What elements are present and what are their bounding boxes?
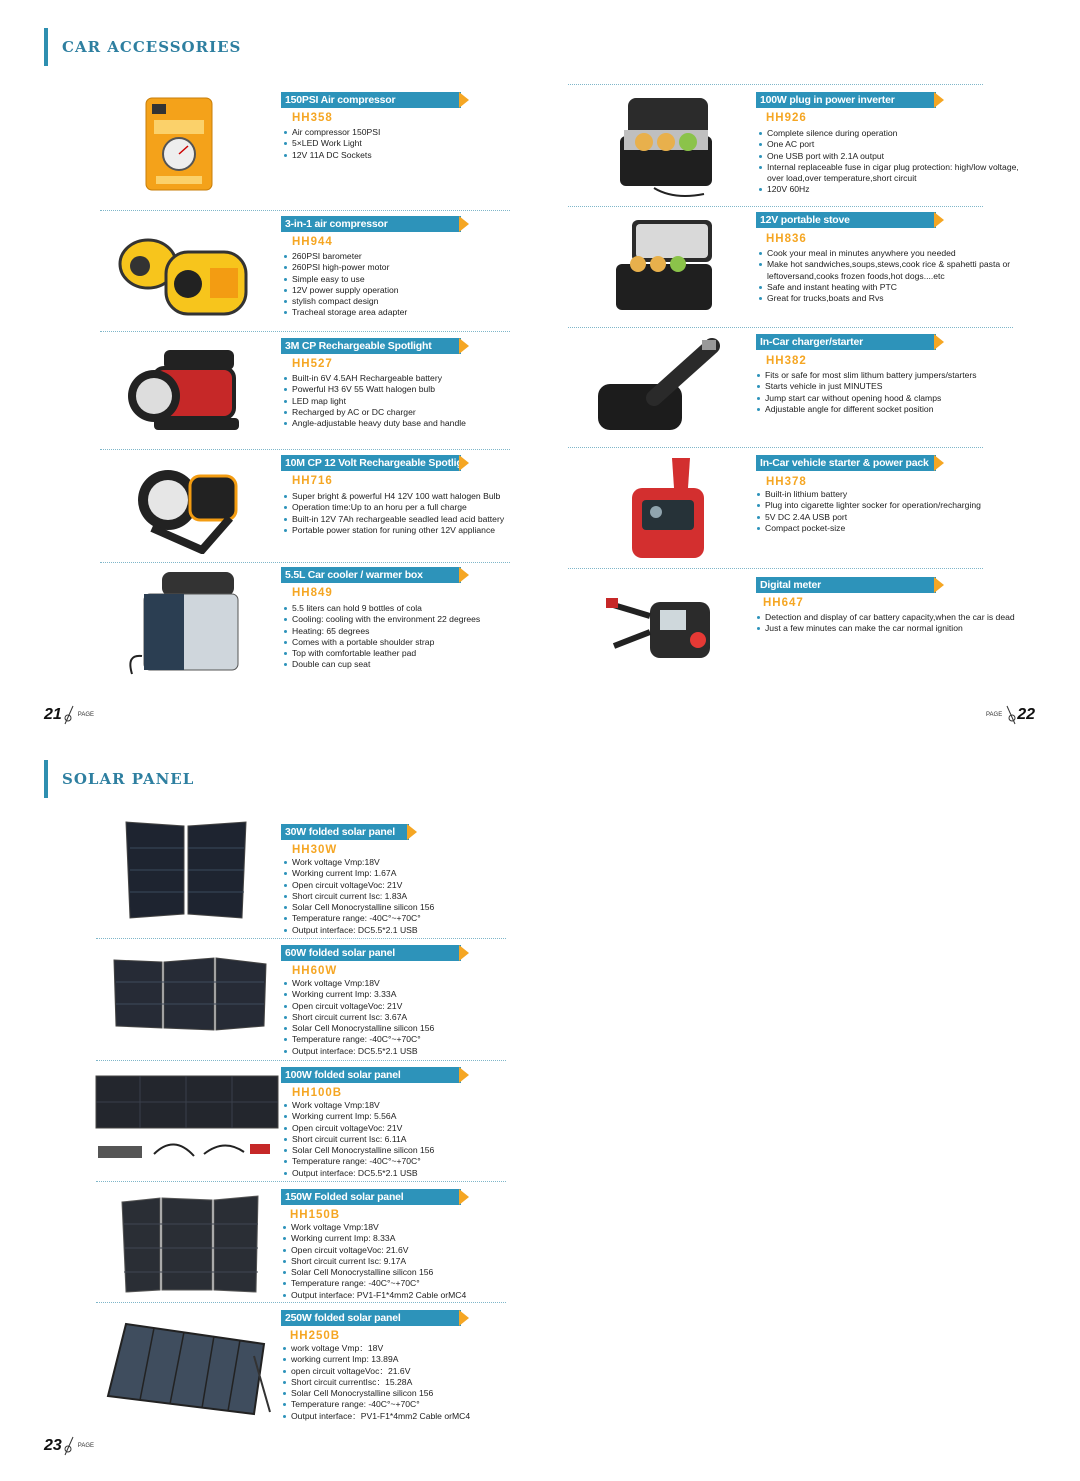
feature: Solar Cell Monocrystalline silicon 156 — [283, 902, 434, 913]
divider — [100, 449, 510, 450]
feature: Adjustable angle for different socket position — [756, 404, 977, 415]
feature: Top with comfortable leather pad — [283, 648, 480, 659]
feature-list — [283, 491, 504, 536]
divider — [96, 938, 506, 939]
feature: Solar Cell Monocrystalline silicon 156 — [282, 1388, 470, 1399]
feature: 260PSI high-power motor — [283, 262, 407, 273]
feature: Temperature range: -40C°~+70C° — [282, 1399, 470, 1410]
product-code: HH30W — [292, 844, 338, 856]
product-code: HH378 — [766, 476, 807, 488]
feature: Temperature range: -40C°~+70C° — [283, 913, 434, 924]
feature: Tracheal storage area adapter — [283, 307, 407, 318]
feature: Starts vehicle in just MINUTES — [756, 381, 977, 392]
product-name: 100W plug in power inverter — [756, 92, 936, 108]
product-code: HH836 — [766, 233, 807, 245]
page-number-22 — [983, 704, 1035, 726]
feature: 120V 60Hz — [758, 184, 1028, 195]
feature: Internal replaceable fuse in cigar plug protection: high/low voltage, over load,over temperature,short circuit — [758, 162, 1028, 185]
arrow-icon — [934, 212, 944, 228]
page-mark-icon — [63, 1435, 75, 1457]
feature: Open circuit voltageVoc: 21V — [283, 1001, 434, 1012]
product-name: 10M CP 12 Volt Rechargeable Spotlight — [281, 455, 461, 471]
arrow-icon — [407, 824, 417, 840]
product-name: 150W Folded solar panel — [281, 1189, 461, 1205]
feature: Short circuit current Isc: 9.17A — [282, 1256, 466, 1267]
feature: Work voltage Vmp:18V — [283, 978, 434, 989]
divider — [568, 447, 983, 448]
arrow-icon — [459, 567, 469, 583]
feature-list — [758, 248, 1018, 304]
spotlight-icon — [124, 344, 244, 436]
feature: LED map light — [283, 396, 466, 407]
feature-list — [283, 1100, 434, 1179]
feature: Great for trucks,boats and Rvs — [758, 293, 1018, 304]
feature: Working current Imp: 8.33A — [282, 1233, 466, 1244]
product-name: 3M CP Rechargeable Spotlight — [281, 338, 461, 354]
feature: Built-in lithium battery — [756, 489, 981, 500]
digital-meter-icon — [600, 576, 730, 680]
arrow-icon — [934, 577, 944, 593]
arrow-icon — [459, 1310, 469, 1326]
cooler-box-icon — [122, 564, 242, 684]
feature: One USB port with 2.1A output — [758, 151, 1028, 162]
portable-stove-icon — [610, 214, 720, 318]
feature: Super bright & powerful H4 12V 100 watt halogen Bulb — [283, 491, 504, 502]
feature: Portable power station for runing other 12V appliance — [283, 525, 504, 536]
feature: 5×LED Work Light — [283, 138, 380, 149]
product-code: HH647 — [763, 597, 804, 609]
feature: 12V 11A DC Sockets — [283, 150, 380, 161]
feature-list — [756, 612, 1015, 635]
divider — [96, 1060, 506, 1061]
feature-list — [756, 489, 981, 534]
feature-list — [758, 128, 1028, 196]
feature: Heating: 65 degrees — [283, 626, 480, 637]
feature: Short circuit currentIsc：15.28A — [282, 1377, 470, 1388]
feature: Short circuit current Isc: 6.11A — [283, 1134, 434, 1145]
feature: Plug into cigarette lighter socker for operation/recharging — [756, 500, 981, 511]
product-name: 5.5L Car cooler / warmer box — [281, 567, 461, 583]
divider — [96, 1181, 506, 1182]
page-number: 22 — [1017, 706, 1036, 723]
feature: Work voltage Vmp:18V — [282, 1222, 466, 1233]
feature: Cooling: cooling with the environment 22 degrees — [283, 614, 480, 625]
divider — [96, 1302, 506, 1303]
feature: Output interface: DC5.5*2.1 USB — [283, 1046, 434, 1057]
product-code: HH358 — [292, 112, 333, 124]
feature: Recharged by AC or DC charger — [283, 407, 466, 418]
feature: Fits or safe for most slim lithum battery jumpers/starters — [756, 370, 977, 381]
arrow-icon — [459, 1189, 469, 1205]
feature-list — [282, 1343, 470, 1422]
arrow-icon — [934, 455, 944, 471]
product-code: HH944 — [292, 236, 333, 248]
feature: stylish compact design — [283, 296, 407, 307]
section-title: SOLAR PANEL — [62, 770, 195, 788]
feature: Complete silence during operation — [758, 128, 1028, 139]
product-code: HH382 — [766, 355, 807, 367]
feature: Output interface: PV1-F1*4mm2 Cable orMC4 — [282, 1290, 466, 1301]
divider — [100, 562, 510, 563]
page-number-23 — [44, 1435, 97, 1457]
divider — [568, 568, 983, 569]
feature: Working current Imp: 1.67A — [283, 868, 434, 879]
feature: Working current Imp: 5.56A — [283, 1111, 434, 1122]
feature: work voltage Vmp：18V — [282, 1343, 470, 1354]
product-name: In-Car vehicle starter & power pack — [756, 455, 936, 471]
feature-list — [282, 1222, 466, 1301]
solar-panel-angled-icon — [104, 1316, 274, 1416]
divider — [568, 84, 983, 85]
arrow-icon — [459, 455, 469, 471]
feature-list — [283, 978, 434, 1057]
feature: 5V DC 2.4A USB port — [756, 512, 981, 523]
page-number-21 — [44, 704, 97, 726]
feature: Work voltage Vmp:18V — [283, 857, 434, 868]
page-number: 23 — [44, 1437, 62, 1454]
product-code: HH926 — [766, 112, 807, 124]
feature: Angle-adjustable heavy duty base and handle — [283, 418, 466, 429]
product-code: HH716 — [292, 475, 333, 487]
feature: Solar Cell Monocrystalline silicon 156 — [283, 1145, 434, 1156]
section-header-car — [44, 28, 241, 66]
feature-list — [283, 603, 480, 671]
air-compressor-yellow-icon — [118, 222, 253, 322]
feature: 12V power supply operation — [283, 285, 407, 296]
product-code: HH527 — [292, 358, 333, 370]
section-header-solar — [44, 760, 194, 798]
feature-list — [283, 251, 407, 319]
feature: Output interface: DC5.5*2.1 USB — [283, 925, 434, 936]
feature: Solar Cell Monocrystalline silicon 156 — [283, 1023, 434, 1034]
feature: Output interface: DC5.5*2.1 USB — [283, 1168, 434, 1179]
solar-panel-2fold-icon — [122, 818, 250, 922]
feature: Double can cup seat — [283, 659, 480, 670]
arrow-icon — [459, 945, 469, 961]
solar-panel-4fold-icon — [94, 1072, 280, 1166]
arrow-icon — [459, 338, 469, 354]
feature: Open circuit voltageVoc: 21V — [283, 880, 434, 891]
product-name: 100W folded solar panel — [281, 1067, 461, 1083]
feature: Jump start car without opening hood & clamps — [756, 393, 977, 404]
divider — [568, 206, 983, 207]
feature: open circuit voltageVoc：21.6V — [282, 1366, 470, 1377]
product-name: 150PSI Air compressor — [281, 92, 461, 108]
feature: Make hot sandwiches,soups,stews,cook rice & spahetti pasta or leftoversand,cooks frozen foods,hot dogs....etc — [758, 259, 1018, 282]
feature: Compact pocket-size — [756, 523, 981, 534]
feature-list — [756, 370, 977, 415]
feature: working current Imp: 13.89A — [282, 1354, 470, 1365]
divider — [100, 210, 510, 211]
section-title: CAR ACCESSORIES — [62, 38, 242, 56]
feature: Detection and display of car battery capacity,when the car is dead — [756, 612, 1015, 623]
feature: One AC port — [758, 139, 1028, 150]
feature: Open circuit voltageVoc: 21.6V — [282, 1245, 466, 1256]
feature: Air compressor 150PSI — [283, 127, 380, 138]
arrow-icon — [459, 216, 469, 232]
feature: Output interface：PV1-F1*4mm2 Cable orMC4 — [282, 1411, 470, 1422]
product-code: HH849 — [292, 587, 333, 599]
solar-panel-3fold-icon — [110, 954, 270, 1034]
page-number: 21 — [44, 706, 62, 723]
feature: Powerful H3 6V 55 Watt halogen bulb — [283, 384, 466, 395]
product-code: HH250B — [290, 1330, 341, 1342]
feature: Short circuit current Isc: 3.67A — [283, 1012, 434, 1023]
feature: 260PSI barometer — [283, 251, 407, 262]
lunch-box-icon — [614, 90, 719, 202]
product-code: HH60W — [292, 965, 338, 977]
feature-list — [283, 127, 380, 161]
feature: Just a few minutes can make the car normal ignition — [756, 623, 1015, 634]
product-name: 12V portable stove — [756, 212, 936, 228]
feature: Temperature range: -40C°~+70C° — [283, 1156, 434, 1167]
page-mark-icon — [1005, 704, 1017, 726]
product-name: In-Car charger/starter — [756, 334, 936, 350]
feature: 5.5 liters can hold 9 bottles of cola — [283, 603, 480, 614]
feature: Temperature range: -40C°~+70C° — [282, 1278, 466, 1289]
product-name: 30W folded solar panel — [281, 824, 409, 840]
feature: Simple easy to use — [283, 274, 407, 285]
solar-panel-stand-icon — [116, 1192, 266, 1298]
product-name: 3-in-1 air compressor — [281, 216, 461, 232]
feature: Solar Cell Monocrystalline silicon 156 — [282, 1267, 466, 1278]
arrow-icon — [934, 92, 944, 108]
feature: Cook your meal in minutes anywhere you needed — [758, 248, 1018, 259]
product-code: HH150B — [290, 1209, 341, 1221]
feature: Operation time:Up to an horu per a full charge — [283, 502, 504, 513]
spotlight-large-icon — [132, 458, 244, 554]
page-mark-icon — [63, 704, 75, 726]
air-compressor-icon — [144, 96, 214, 192]
page-label: PAGE — [77, 1443, 95, 1449]
feature: Safe and instant heating with PTC — [758, 282, 1018, 293]
feature: Work voltage Vmp:18V — [283, 1100, 434, 1111]
feature-list — [283, 373, 466, 429]
divider — [568, 327, 1013, 328]
feature: Comes with a portable shoulder strap — [283, 637, 480, 648]
arrow-icon — [459, 1067, 469, 1083]
feature: Short circuit current Isc: 1.83A — [283, 891, 434, 902]
feature: Temperature range: -40C°~+70C° — [283, 1034, 434, 1045]
page-label: PAGE — [986, 712, 1003, 718]
feature: Working current Imp: 3.33A — [283, 989, 434, 1000]
feature: Open circuit voltageVoc: 21V — [283, 1123, 434, 1134]
feature-list — [283, 857, 434, 936]
product-code: HH100B — [292, 1087, 343, 1099]
feature: Built-in 12V 7Ah rechargeable seadled lead acid battery — [283, 514, 504, 525]
divider — [100, 331, 510, 332]
product-name: 60W folded solar panel — [281, 945, 461, 961]
arrow-icon — [459, 92, 469, 108]
page-label: PAGE — [77, 712, 95, 718]
product-name: 250W folded solar panel — [281, 1310, 461, 1326]
product-name: Digital meter — [756, 577, 936, 593]
arrow-icon — [934, 334, 944, 350]
car-charger-icon — [594, 338, 724, 438]
feature: Built-in 6V 4.5AH Rechargeable battery — [283, 373, 466, 384]
power-pack-icon — [628, 454, 708, 562]
